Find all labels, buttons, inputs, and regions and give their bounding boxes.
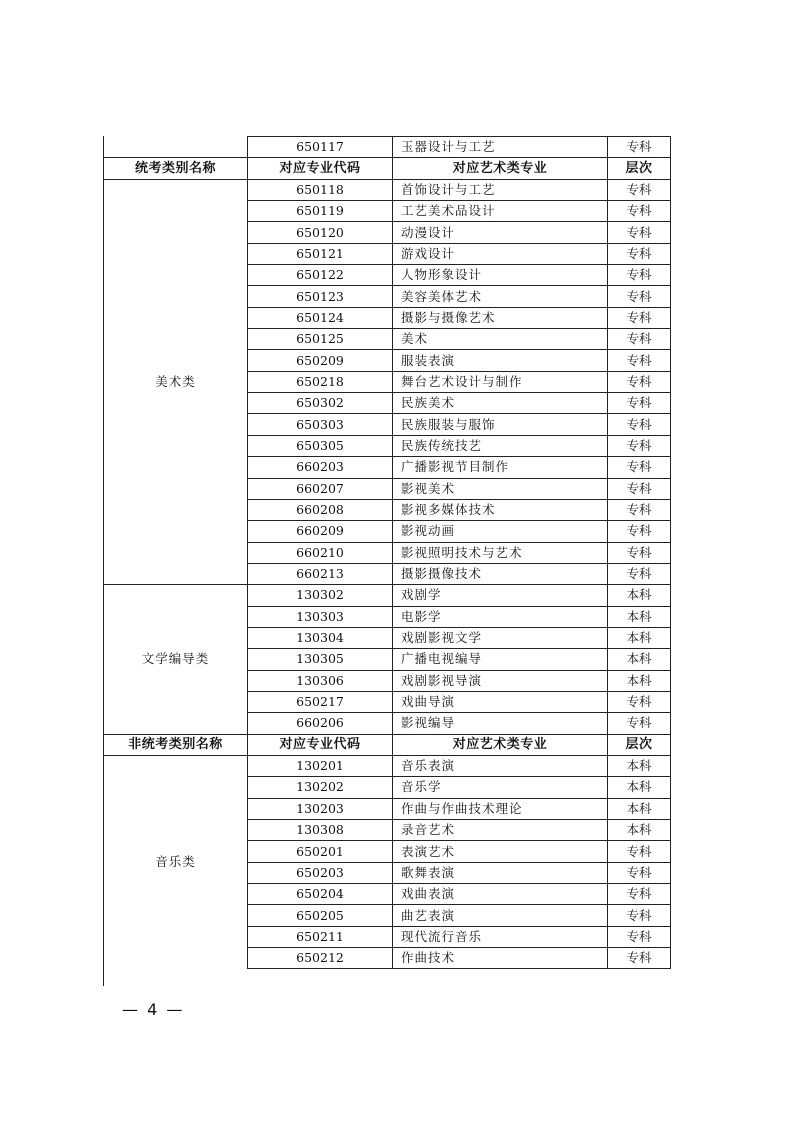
level-cell: 专科 xyxy=(608,457,671,478)
code-cell: 650119 xyxy=(248,201,393,222)
header-major: 对应艺术类专业 xyxy=(393,734,608,755)
major-cell: 摄影摄像技术 xyxy=(393,563,608,584)
code-cell: 660203 xyxy=(248,457,393,478)
level-cell: 本科 xyxy=(608,670,671,691)
major-cell: 玉器设计与工艺 xyxy=(393,137,608,158)
major-cell: 影视多媒体技术 xyxy=(393,499,608,520)
level-cell: 专科 xyxy=(608,478,671,499)
level-cell: 本科 xyxy=(608,777,671,798)
table-row xyxy=(104,755,671,776)
code-cell: 650201 xyxy=(248,841,393,862)
code-cell: 650217 xyxy=(248,691,393,712)
major-cell: 曲艺表演 xyxy=(393,905,608,926)
major-cell: 影视美术 xyxy=(393,478,608,499)
major-cell: 歌舞表演 xyxy=(393,862,608,883)
table-row xyxy=(104,585,671,606)
code-cell: 130308 xyxy=(248,820,393,841)
code-cell: 650302 xyxy=(248,393,393,414)
level-cell: 专科 xyxy=(608,563,671,584)
header-code: 对应专业代码 xyxy=(248,734,393,755)
major-cell: 游戏设计 xyxy=(393,243,608,264)
code-cell: 650122 xyxy=(248,265,393,286)
art-major-table xyxy=(103,136,671,969)
code-cell: 650205 xyxy=(248,905,393,926)
code-cell: 660207 xyxy=(248,478,393,499)
major-cell: 广播电视编导 xyxy=(393,649,608,670)
major-cell: 人物形象设计 xyxy=(393,265,608,286)
level-cell: 专科 xyxy=(608,691,671,712)
level-cell: 本科 xyxy=(608,585,671,606)
table-header-row xyxy=(104,158,671,179)
level-cell: 专科 xyxy=(608,435,671,456)
header-level: 层次 xyxy=(608,734,671,755)
header-level: 层次 xyxy=(608,158,671,179)
level-cell: 本科 xyxy=(608,798,671,819)
code-cell: 650123 xyxy=(248,286,393,307)
major-cell: 民族服装与服饰 xyxy=(393,414,608,435)
code-cell: 650125 xyxy=(248,329,393,350)
level-cell: 专科 xyxy=(608,329,671,350)
table-row xyxy=(104,137,671,158)
category-cell: 文学编导类 xyxy=(104,585,248,734)
major-cell: 音乐表演 xyxy=(393,755,608,776)
code-cell: 130304 xyxy=(248,627,393,648)
code-cell: 660209 xyxy=(248,521,393,542)
major-cell: 电影学 xyxy=(393,606,608,627)
level-cell: 专科 xyxy=(608,905,671,926)
code-cell: 650124 xyxy=(248,307,393,328)
level-cell: 专科 xyxy=(608,414,671,435)
major-cell: 动漫设计 xyxy=(393,222,608,243)
major-cell: 摄影与摄像艺术 xyxy=(393,307,608,328)
level-cell: 专科 xyxy=(608,179,671,200)
code-cell: 130302 xyxy=(248,585,393,606)
major-cell: 美容美体艺术 xyxy=(393,286,608,307)
level-cell: 专科 xyxy=(608,243,671,264)
code-cell: 650204 xyxy=(248,884,393,905)
major-cell: 戏剧影视导演 xyxy=(393,670,608,691)
level-cell: 专科 xyxy=(608,521,671,542)
category-cell: 音乐类 xyxy=(104,755,248,968)
major-cell: 录音艺术 xyxy=(393,820,608,841)
major-cell: 影视照明技术与艺术 xyxy=(393,542,608,563)
major-cell: 影视编导 xyxy=(393,713,608,734)
level-cell: 专科 xyxy=(608,286,671,307)
level-cell: 专科 xyxy=(608,137,671,158)
major-cell: 舞台艺术设计与制作 xyxy=(393,371,608,392)
level-cell: 专科 xyxy=(608,841,671,862)
level-cell: 专科 xyxy=(608,862,671,883)
level-cell: 本科 xyxy=(608,606,671,627)
code-cell: 650118 xyxy=(248,179,393,200)
major-cell: 作曲技术 xyxy=(393,948,608,969)
major-cell: 戏剧学 xyxy=(393,585,608,606)
level-cell: 专科 xyxy=(608,542,671,563)
code-cell: 660208 xyxy=(248,499,393,520)
code-cell: 650303 xyxy=(248,414,393,435)
code-cell: 650209 xyxy=(248,350,393,371)
major-cell: 影视动画 xyxy=(393,521,608,542)
code-cell: 660210 xyxy=(248,542,393,563)
code-cell: 660213 xyxy=(248,563,393,584)
code-cell: 130202 xyxy=(248,777,393,798)
major-cell: 戏曲导演 xyxy=(393,691,608,712)
major-cell: 工艺美术品设计 xyxy=(393,201,608,222)
level-cell: 专科 xyxy=(608,713,671,734)
level-cell: 专科 xyxy=(608,265,671,286)
code-cell: 650218 xyxy=(248,371,393,392)
table-row xyxy=(104,179,671,200)
level-cell: 专科 xyxy=(608,948,671,969)
code-cell: 650203 xyxy=(248,862,393,883)
level-cell: 专科 xyxy=(608,350,671,371)
level-cell: 专科 xyxy=(608,499,671,520)
header-category: 非统考类别名称 xyxy=(104,734,248,755)
page-number: — 4 — xyxy=(122,1000,185,1019)
code-cell: 130203 xyxy=(248,798,393,819)
code-cell: 650211 xyxy=(248,926,393,947)
level-cell: 本科 xyxy=(608,627,671,648)
code-cell: 130305 xyxy=(248,649,393,670)
level-cell: 本科 xyxy=(608,820,671,841)
major-cell: 服装表演 xyxy=(393,350,608,371)
level-cell: 本科 xyxy=(608,649,671,670)
code-cell: 660206 xyxy=(248,713,393,734)
level-cell: 专科 xyxy=(608,926,671,947)
code-cell: 130303 xyxy=(248,606,393,627)
level-cell: 专科 xyxy=(608,307,671,328)
level-cell: 本科 xyxy=(608,755,671,776)
code-cell: 130306 xyxy=(248,670,393,691)
header-category: 统考类别名称 xyxy=(104,158,248,179)
major-cell: 首饰设计与工艺 xyxy=(393,179,608,200)
code-cell: 650121 xyxy=(248,243,393,264)
code-cell: 650117 xyxy=(248,137,393,158)
major-cell: 美术 xyxy=(393,329,608,350)
level-cell: 专科 xyxy=(608,884,671,905)
major-cell: 民族美术 xyxy=(393,393,608,414)
level-cell: 专科 xyxy=(608,371,671,392)
code-cell: 650120 xyxy=(248,222,393,243)
code-cell: 130201 xyxy=(248,755,393,776)
major-cell: 现代流行音乐 xyxy=(393,926,608,947)
code-cell: 650212 xyxy=(248,948,393,969)
code-cell: 650305 xyxy=(248,435,393,456)
header-code: 对应专业代码 xyxy=(248,158,393,179)
table-header-row xyxy=(104,734,671,755)
major-cell: 广播影视节目制作 xyxy=(393,457,608,478)
major-cell: 民族传统技艺 xyxy=(393,435,608,456)
level-cell: 专科 xyxy=(608,393,671,414)
major-cell: 作曲与作曲技术理论 xyxy=(393,798,608,819)
major-cell: 音乐学 xyxy=(393,777,608,798)
major-cell: 表演艺术 xyxy=(393,841,608,862)
category-cell xyxy=(104,137,248,158)
category-cell: 美术类 xyxy=(104,179,248,585)
level-cell: 专科 xyxy=(608,201,671,222)
major-cell: 戏曲表演 xyxy=(393,884,608,905)
header-major: 对应艺术类专业 xyxy=(393,158,608,179)
level-cell: 专科 xyxy=(608,222,671,243)
major-cell: 戏剧影视文学 xyxy=(393,627,608,648)
